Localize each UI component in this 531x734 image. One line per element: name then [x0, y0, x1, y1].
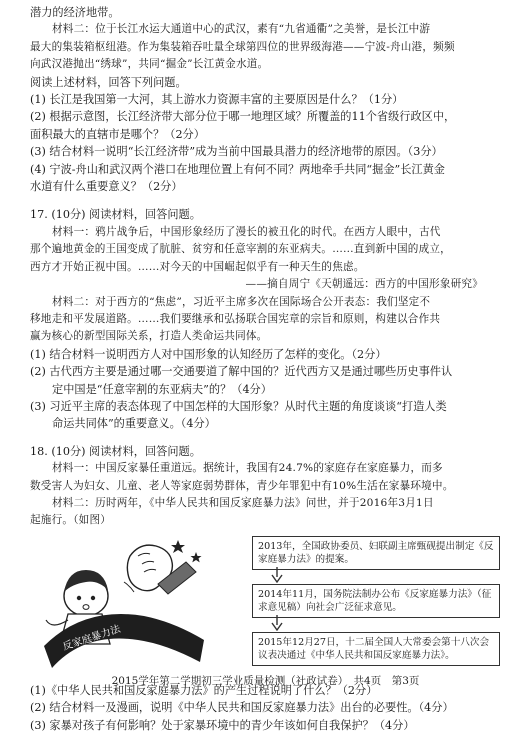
question-item: 面积最大的直辖市是哪个？（2分） [30, 127, 205, 141]
material-two-text: 赢为核心的新型国际关系，打造人类命运共同体。 [30, 330, 268, 343]
timeline-box: 2015年12月27日，十二届全国人大常委会第十八次会议表决通过《中华人民共和国反家庭暴力法》。 [252, 632, 500, 666]
source-citation: ——摘自周宁《天朝遥远：西方的中国形象研究》 [245, 278, 483, 291]
question-item: 命运共同体”的重要意义。（4分） [52, 417, 216, 431]
material-two-text: 移地走和平发展道路。……我们要继承和弘扬联合国宪章的宗旨和原则，构建以合作共 [30, 312, 441, 325]
question-item: (1) 结合材料一说明西方人对中国形象的认知经历了怎样的变化。（2分） [30, 347, 387, 361]
question-item: 水道有什么重要意义？（2分） [30, 180, 183, 194]
question-item: (3) 结合材料一说明“长江经济带”成为当前中国最具潜力的经济地带的原因。（3分） [30, 145, 443, 159]
question-item: (2) 古代西方主要是通过哪一交通要道了解中国的？近代西方又是通过哪些历史事件认 [30, 365, 453, 379]
question-item: (3) 家暴对孩子有何影响？处于家暴环境中的青少年该如何自我保护？（4分） [30, 718, 415, 732]
question-item: (3) 习近平主席的表态体现了中国怎样的大国形象？从时代主题的角度谈谈“打造人类 [30, 399, 447, 413]
cartoon-illustration [38, 534, 213, 678]
section-q18 [30, 443, 505, 734]
material-two-text: 材料二：位于长江水运大通道中心的武汉，素有“九省通衢”之美誉，是长江中游 [52, 23, 431, 36]
timeline-box: 2014年11月，国务院法制办公布《反家庭暴力法》（征求意见稿）向社会广泛征求意见。 [252, 584, 500, 618]
material-two-text: 起施行。（如图） [30, 514, 112, 527]
question-item: 定中国是“任意宰割的东亚病夫”的？（4分） [52, 382, 272, 396]
material-two-text: 最大的集装箱枢纽港。作为集装箱吞吐量全球第四位的世界级海港——宁波-舟山港，频频 [30, 40, 455, 53]
question-item: (1) 长江是我国第一大河，其上游水力资源丰富的主要原因是什么？（1分） [30, 93, 404, 107]
material-one-text: 数受害人为妇女、儿童、老人等家庭弱势群体，青少年罪犯中有10%生活在家暴环境中。 [30, 479, 454, 492]
material-one-text: 那个遍地黄金的王国变成了肮脏、贫穷和任意宰割的东亚病夫。……直到新中国的成立， [30, 243, 451, 256]
question-item: (2) 根据示意图，长江经济带大部分位于哪一地理区域？所覆盖的11个省级行政区中， [30, 110, 456, 124]
question-item: (2) 结合材料一及漫画，说明《中华人民共和国反家庭暴力法》出台的必要性。（4分） [30, 701, 454, 715]
section-q17 [30, 206, 505, 432]
law-figure [30, 532, 505, 682]
question-item: (1)《中华人民共和国反家庭暴力法》的产生过程说明了什么？（2分） [30, 683, 378, 697]
material-two-text: 材料二：历时两年，《中华人民共和国反家庭暴力法》问世，并于2016年3月1日 [52, 496, 434, 509]
question-item: (4) 宁波-舟山和武汉两个港口在地理位置上有何不同？两地牵手共同“掘金”长江黄金 [30, 162, 445, 176]
material-two-text: 材料二：对于西方的“焦虑”，习近平主席多次在国际场合公开表态：我们坚定不 [52, 295, 431, 308]
material-one-text: 材料一：中国反家暴任重道远。据统计，我国有24.7%的家庭存在家庭暴力，而多 [52, 462, 443, 475]
material-one-text: 西方才开始正视中国。……对今天的中国崛起似乎有一种天生的焦虑。 [30, 260, 365, 273]
material-one-text: 材料一：鸦片战争后，中国形象经历了漫长的被丑化的时代。在西方人眼中，古代 [52, 225, 441, 238]
timeline-box: 2013年，全国政协委员、妇联副主席甄砚提出制定《反家庭暴力法》的提案。 [252, 536, 500, 570]
down-arrow-icon [270, 615, 284, 631]
text-line: 潜力的经济地带。 [30, 6, 120, 19]
material-two-text: 向武汉港抛出“绣球”，共同“掘金”长江黄金水道。 [30, 58, 269, 71]
question-heading: 17. (10分) 阅读材料，回答问题。 [30, 208, 201, 222]
question-heading: 18. (10分) 阅读材料，回答问题。 [30, 444, 201, 458]
section-q16-continued [30, 4, 505, 195]
down-arrow-icon [270, 567, 284, 583]
cartoon-label: 反家庭暴力法 [61, 623, 122, 653]
page-footer: 2015学年第二学期初三学业质量检测（社政试卷） 共4页 第3页 [111, 675, 420, 687]
instruction-text: 阅读上述材料，回答下列问题。 [30, 75, 187, 89]
